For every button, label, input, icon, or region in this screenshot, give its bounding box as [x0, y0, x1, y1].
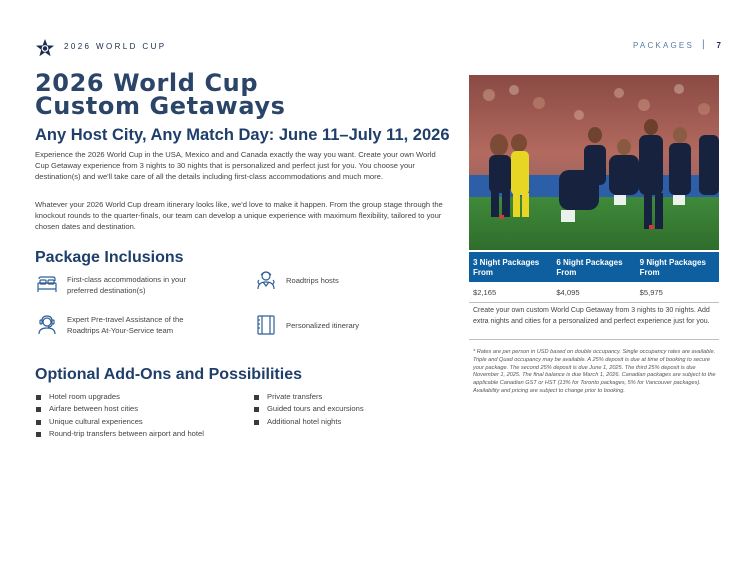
- team-celebration-photo: [469, 75, 719, 250]
- inclusions-heading: Package Inclusions: [35, 249, 184, 266]
- host-person-icon: [254, 268, 278, 292]
- itinerary-paragraph: Whatever your 2026 World Cup dream itinerary looks like, we'd love to make it happen. From the group stage through the knockout rounds to the quarter-finals, our team can develop a unique experience with maximum flexibility, tailored to your chosen dates and destination.: [35, 200, 443, 231]
- list-item: Round-trip transfers between airport and hotel: [35, 428, 204, 440]
- list-item: Guided tours and excursions: [253, 403, 364, 415]
- inclusion-text: Roadtrips hosts: [286, 275, 339, 285]
- pricing-header-6-night: 6 Night Packages From: [552, 252, 635, 282]
- pricing-header-3-night: 3 Night Packages From: [469, 252, 552, 282]
- pricing-header-9-night: 9 Night Packages From: [636, 252, 719, 282]
- pricing-table: [469, 252, 719, 303]
- addons-heading: Optional Add-Ons and Possibilities: [35, 366, 302, 383]
- inclusion-accommodations: [35, 273, 217, 297]
- list-item: Airfare between host cities: [35, 403, 204, 415]
- list-item: Additional hotel nights: [253, 416, 364, 428]
- price-6-night: $4,095: [552, 282, 635, 303]
- star-ball-logo-icon: [35, 38, 55, 58]
- page-title: [35, 69, 365, 120]
- pricing-note: Create your own custom World Cup Getaway from 3 nights to 30 nights. Add extra nights and cities for a personalized and perfect experience just for you.: [473, 307, 710, 325]
- page-number: 7: [716, 41, 721, 50]
- section-label: PACKAGES: [632, 41, 694, 50]
- concierge-person-icon: [35, 313, 59, 337]
- list-item: Unique cultural experiences: [35, 416, 204, 428]
- price-9-night: $5,975: [636, 282, 719, 303]
- pricing-disclaimer: * Rates are per person in USD based on double occupancy. Single occupancy rates are available. Triple and Quad occupancy may be available. A 25% deposit is due at time of booking to secure your package. The second 25% deposit is due June 1, 2025. The third 25% deposit is due November 1, 2025. The final balance is due March 1, 2026. Canadian packages are subject to the applicable Canadian GST or HST (13% for Toronto packages, 5% for Vancouver packages). Availability and pricing are subject to change prior to booking.: [473, 349, 716, 394]
- addons-list-left: [35, 391, 204, 441]
- intro-paragraph: Experience the 2026 World Cup in the USA, Mexico and and Canada exactly the way you want. Create your own World Cup Getaway experience from 3 nights to 30 nights that is personalized and perfect just for you. You choose your destination(s) and we'll take care of all the details including first-class accommodations and much more.: [35, 150, 436, 181]
- itinerary-booklet-icon: [254, 313, 278, 337]
- inclusion-text: First-class accommodations in your preferred destination(s): [67, 275, 187, 295]
- inclusion-pretravel: [35, 313, 217, 337]
- list-item: Private transfers: [253, 391, 364, 403]
- divider: [469, 339, 719, 340]
- addons-list-right: [253, 391, 364, 428]
- bed-icon: [35, 273, 59, 297]
- page-subtitle: Any Host City, Any Match Day: June 11–July 11, 2026: [35, 126, 450, 144]
- inclusion-itinerary: [254, 313, 436, 337]
- header-separator: |: [701, 39, 705, 50]
- price-3-night: $2,165: [469, 282, 552, 303]
- inclusion-text: Expert Pre-travel Assistance of the Roadtrips At-Your-Service team: [67, 315, 184, 335]
- inclusion-text: Personalized itinerary: [286, 320, 360, 330]
- title-line-2: Custom Getaways: [35, 92, 286, 120]
- title-line-1: 2026 World Cup: [35, 69, 259, 97]
- inclusion-hosts: [254, 268, 436, 292]
- brand-name: 2026 WORLD CUP: [64, 42, 167, 51]
- list-item: Hotel room upgrades: [35, 391, 204, 403]
- table-row: [469, 282, 719, 303]
